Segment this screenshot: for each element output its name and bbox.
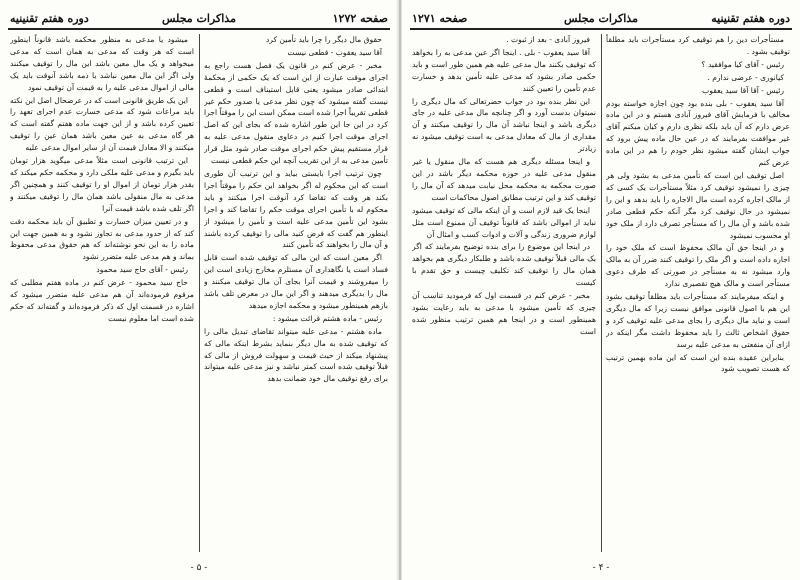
paragraph: میشود یا مدعی به منظور محکمه باشد قانوناً اینطور است که هر وقت که مدعی به همان است که مدعی میخواهد و یک مال معین باشد این مال را توقیف میکنند ولی اگر این مال معین نباشد یا ذمه باشد آنوقت باید یک مالی از اموال مدعی علیه را به قیمت آن توقیف نمود (10, 35, 194, 92)
paragraph: ماده هشتم - مدعی علیه میتواند تقاضای تبدیل مالی را که توقیف شده به مال دیگر بنماید بشرط اینکه مالی که پیشنهاد میکند از حیث قیمت و سهولت فروش از مالی که قبلاً توقیف شده است کمتر نباشد و نیز مدعی علیه میتواند برای رفع توقیف مال خود ضمانت بدهد (204, 326, 388, 384)
paragraph: این نظر بنده بود در جواب حضرتعالی که مال دیگری را نمیتوان بدست آورد و اگر چنانچه مال مدعی علیه در جای دیگری باشد و اینجا نباشد آن مال را توقیف میکنند و آن مقداری از مال که معادل مدعی به است توقیف میشود نه زیادتر (412, 96, 596, 154)
paragraph: مخبر - عرض کنم در قسمت اول که فرمودید تناسب آن چیزی که تأمین میشود با مدعی به باید رعایت بشود همینطور است و در اینجا هم همین ترتیب منظور شده است (412, 291, 596, 336)
left-column-divider (199, 34, 200, 552)
paragraph: اصل توقیف این است که تأمین مدعی به بشود ولی هر چیزی را نمیشود توقیف کرد مثلاً مستأجرات یک کسی که از مالک اجاره کرده است مال الاجاره را باید بدهد و این را نمیشود در حال توقیف کرد مگر آنکه حکم قطعی صادر شده باشد و آن مال را که مستأجر تصرف دارد از ملک خود او محسوب نمیشود (606, 170, 790, 240)
paragraph: رئیس - آقا آقا سید یعقوب (702, 85, 784, 95)
right-column-left (412, 34, 596, 554)
paragraph: فیروز آبادی - بعد از ثبوت . (506, 35, 590, 44)
left-header-rule (8, 28, 390, 30)
right-header-rule (410, 28, 792, 30)
left-page-number: صفحه ۱۲۷۲ (332, 12, 388, 25)
paragraph: و اینکه میفرمایند که مستأجرات باید مطلقاً توقیف بشود این هم با اصول قانونی موافق نیست زیرا که مال دیگری است و نباید مال دیگری را بجای مدعی علیه توقیف کرد و حقوق اشخاص ثالث را باید محفوظ داشت مگر اینکه در ازای آن منفعتی به مدعی علیه برسد (606, 292, 790, 349)
left-folio: - ۵ - (190, 563, 208, 573)
paragraph: و اینجا مسئله دیگری هم هست که مال منقول یا غیر منقول مدعی علیه در حوزه محکمه دیگر باشد در این صورت محکمه به محکمه محل نیابت میدهد که آن مال را توقیف کند و این ترتیب مطابق اصول محاکمات است (412, 157, 596, 202)
paragraph: رئیس - آقای حاج سید محمود (96, 265, 188, 275)
paragraph: این ترتیب قانونی است مثلاً مدعی میگوید هزار تومان باید بگیرم و مدعی علیه ملکی دارد و محکمه حکم میکند که بقدر هزار تومان از اموال او را توقیف کنند و همچنین اگر مدعی به مال منقولی باشد همان مال را توقیف میکنند و اگر تلف شده باشد قیمت آنرا (10, 156, 194, 213)
paragraph: این یک طریق قانونی است که در عرضحال اصل این نکته باید مراعات شود که مدعی خسارت عدم اجرای تعهد را تعیین کرده باشد و از این جهت ماده هفتم گفته است که هر گاه مدعی به عین معین باشد همان عین را توقیف میکنند و الا معادل قیمت آن از سایر اموال مدعی علیه (10, 95, 194, 153)
paragraph: حقوق مال دیگر را چرا باید تأمین کرد (265, 35, 382, 44)
paragraph: آقا سید یعقوب - بلی . اینجا اگر عین مدعی به را بخواهد که توقیف بکنند مال مدعی علیه هم همین طور است و باید حکمی صادر بشود که مدعی علیه تأمین بدهد و خسارت عدم تأمین را تعیین کنند (412, 47, 596, 93)
paragraph: و در اینجا حق آن مالک محفوظ است که ملک خود را اجاره داده است و اگر ملک را توقیف کنند ضرر آن به مالک وارد میشود نه به مستأجر در صورتی که طرف دعوی مستأجر است و مالک هیچ تقصیری ندارد (606, 243, 790, 289)
right-page-header (410, 8, 792, 30)
paragraph: اینجا یک قید لازم است و آن اینکه مالی که توقیف میشود نباید از اموالی باشد که قانوناً توقیف آن ممنوع است مثل لوازم ضروری زندگی و آلات و ادوات کسب و امثال آن (412, 205, 596, 239)
paragraph: رئیس - ماده هشتم قرائت میشود : (272, 313, 382, 323)
left-column-left (10, 34, 194, 554)
paragraph: مخبر - عرض کنم در قانون یک فصل هست راجع به اجرای موقت عبارت از این است که یک حکمی از محکمهٔ ابتدائی صادر میشود یعنی قابل استیناف است و قطعی نیست گفته میشود که چون نظر مدعی یا صدور حکم غیر قطعی تقریباً اجرا شده است ممکن است این را موقتاً اجرا کرد در این جا این طور اشاره شده که بجای این که اصل اجرای موقت اجرا کنیم در دعاوی منقول مدعی علیه به قرار مستقیم پیش حکم اجرای موقت صادر شود مثل قرار تأمین مدعی به از این تقریب آنچه این حکم قطعی نیست (204, 60, 388, 166)
paragraph: در اینجا این موضوع را برای بنده توضیح بفرمایند که اگر یک مالی قبلاً توقیف شده باشد و طلبکار دیگری هم بخواهد همان مال را توقیف کند تکلیف چیست و حق تقدم با کیست (412, 242, 596, 288)
right-column-right (606, 34, 790, 554)
paragraph: اگر معین است که این مالی که توقیف شده است قابل فساد است یا نگاهداری آن مستلزم مخارج زیادی است این را میفروشند و قیمت آنرا بجای آن مال توقیف میکنند و مال را بدیگری میدهند و اگر این مال در معرض تلف باشد بازهم همینطور میشود و محکمه اجازه میدهد (204, 253, 388, 310)
paragraph: چون ترتیب اجرا بایستی بیاید و این ترتیب آن طوری است که این محکوم له اگر بخواهد این حکم را موقتاً اجرا بکند هر وقت که تقاضا کرد آنوقت اجرا میکنند و باید محکوم له با تأمین اجرای موقت حکم را تقاضا کند و اجرا بشود این تأمین مدعی علیه است و تأمین را میشود از اینطور هم گفت که فرض کنید مالی را توقیف کرده باشند و آن مال را بخواهند که تأمین کنند (204, 168, 388, 250)
paragraph: حاج سید محمود - عرض کنم در ماده هفتم مطلبی که مرقوم فرموده‌اند آن هم مدعی علیه متضرر میشود که اشاره در قسمت اول که ذکر فرموده‌اند و گفته‌اند که حکم شده است اما معلوم نیست (10, 278, 194, 323)
left-page (0, 0, 398, 580)
paragraph: کیانوری - عرضی ندارم . (707, 72, 784, 82)
left-page-header (8, 8, 390, 30)
left-column-right (204, 34, 388, 554)
right-folio: - ۴ - (592, 563, 610, 573)
paragraph: آقا سید یعقوب - بلی بنده بود چون اجازه خواسته بودم مخالف با فرمایش آقای فیروز آبادی هستم و در این ماده عرض دارم که آن باید بلکه نظری دارم و کیان میکنم آقای غیر موافقت بفرمایند که در عین حال ماده پیش برود که جواب ایشان گفته میشود نظر خودم را هم در این ماده عرض کنم (606, 98, 790, 168)
paragraph: و در تعیین میزان خسارت و تطبیق آن باید محکمه دقت کند که از حدود مدعی به تجاوز نشود و به همین جهت این ماده را به این نحو نوشته‌اند که هم حقوق مدعی محفوظ بماند و هم مدعی علیه متضرر نشود (10, 216, 194, 262)
right-column-divider (601, 34, 602, 552)
right-page-number: صفحه ۱۲۷۱ (412, 12, 468, 25)
left-session-label: دوره هفتم تقنینیه (10, 12, 89, 25)
paragraph: مستأجرات دین را هم توقیف کرد مستأجرات باید مطلقاً توقیف بشود . (606, 35, 790, 56)
right-session-label: دوره هفتم تقنینیه (711, 12, 790, 25)
paragraph: آقا سید یعقوب - قطعی نیست (287, 47, 382, 57)
left-running-title: مذاکرات مجلس (162, 12, 236, 25)
paragraph: بنابراین عقیده بنده این است که این ماده بهمین ترتیب که هست تصویب شود (606, 352, 790, 374)
right-page (402, 0, 800, 580)
paragraph: رئیس - آقای کیا موافقید ؟ (701, 59, 784, 69)
right-running-title: مذاکرات مجلس (564, 12, 638, 25)
